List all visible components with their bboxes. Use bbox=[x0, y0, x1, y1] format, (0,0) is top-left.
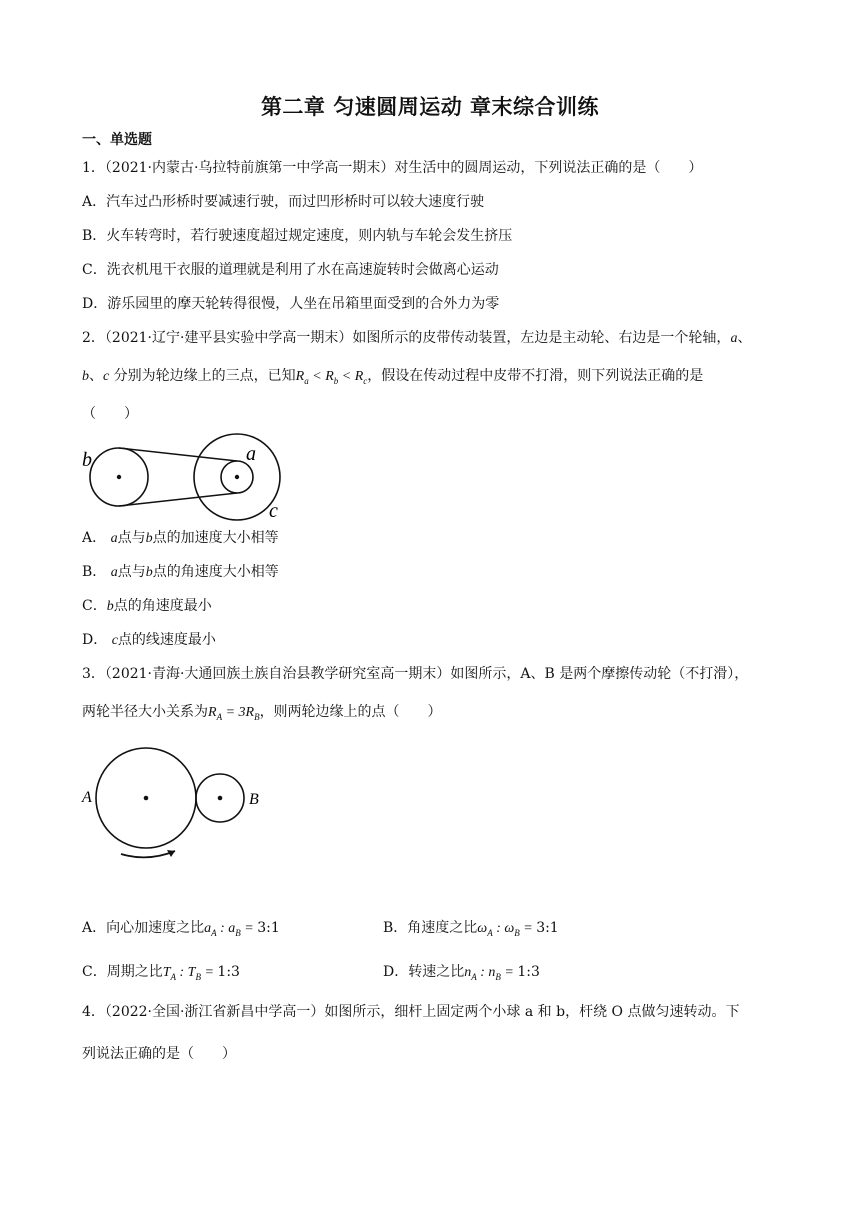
label-c: c bbox=[269, 500, 278, 522]
q3-option-c: C．周期之比$T_A$ : $T_B$ = 1:3 bbox=[82, 964, 240, 982]
q1-option-a: A．汽车过凸形桥时要减速行驶，而过凹形桥时可以较大速度行驶 bbox=[82, 194, 485, 210]
q1-option-c: C．洗衣机甩干衣服的道理就是利用了水在高速旋转时会做离心运动 bbox=[82, 262, 499, 278]
q3-radius-relation: $R_A = 3R_B$ bbox=[208, 705, 260, 722]
q1-option-b: B．火车转弯时，若行驶速度超过规定速度，则内轨与车轮会发生挤压 bbox=[82, 228, 513, 244]
page-title: 第二章 匀速圆周运动 章末综合训练 bbox=[260, 95, 600, 119]
q2-stem-line2: b、c 分别为轮边缘上的三点，已知$R_a < R_b < R_c$，假设在传动过程中皮带不打滑，则下列说法正确的是 bbox=[82, 368, 704, 386]
q2-stem-line3: （ ） bbox=[82, 406, 138, 422]
wheel-B-center bbox=[218, 796, 223, 801]
q2-radius-condition: $R_a < R_b < R_c$ bbox=[295, 369, 368, 386]
label-B: B bbox=[249, 791, 259, 808]
q2-option-a: A． a点与b点的加速度大小相等 bbox=[82, 530, 279, 546]
q4-stem-line1: 4．（2022·全国·浙江省新昌中学高一）如图所示，细杆上固定两个小球 a 和 b，杆绕 O 点做匀速转动。下 bbox=[82, 1004, 740, 1020]
q2-option-d: D． c点的线速度最小 bbox=[82, 632, 216, 648]
q1-stem: 1．（2021·内蒙古·乌拉特前旗第一中学高一期末）对生活中的圆周运动，下列说法正确的是（ ） bbox=[82, 160, 703, 176]
q3-stem-line2: 两轮半径大小关系为$R_A = 3R_B$，则两轮边缘上的点（ ） bbox=[82, 704, 442, 722]
q3-option-b: B．角速度之比$\omega_A$ : $\omega_B$ = 3:1 bbox=[383, 920, 559, 938]
q3-option-a: A．向心加速度之比$a_A$ : $a_B$ = 3:1 bbox=[82, 920, 280, 938]
section-heading: 一、单选题 bbox=[82, 132, 152, 148]
wheel-b-center bbox=[117, 475, 121, 479]
friction-wheels-figure bbox=[78, 738, 278, 862]
q1-option-d: D．游乐园里的摩天轮转得很慢，人坐在吊箱里面受到的合外力为零 bbox=[82, 296, 500, 312]
label-b: b bbox=[82, 449, 92, 471]
q2-option-b: B． a点与b点的角速度大小相等 bbox=[82, 564, 279, 580]
label-A: A bbox=[82, 789, 92, 806]
wheel-A-center bbox=[144, 796, 149, 801]
q3-stem-line1: 3．（2021·青海·大通回族土族自治县教学研究室高一期末）如图所示，A、B 是两个摩擦传动轮（不打滑）， bbox=[82, 666, 749, 682]
label-a: a bbox=[246, 443, 256, 465]
q4-stem-line2: 列说法正确的是（ ） bbox=[82, 1046, 236, 1062]
q2-stem-line1: 2．（2021·辽宁·建平县实验中学高一期末）如图所示的皮带传动装置，左边是主动轮、右边是一个轮轴，a、 bbox=[82, 330, 752, 346]
q3-option-d: D．转速之比$n_A$ : $n_B$ = 1:3 bbox=[383, 964, 540, 982]
axle-center bbox=[235, 475, 239, 479]
belt-drive-figure bbox=[80, 428, 290, 524]
q2-option-c: C．b点的角速度最小 bbox=[82, 598, 212, 614]
rotation-arrow bbox=[121, 851, 175, 857]
